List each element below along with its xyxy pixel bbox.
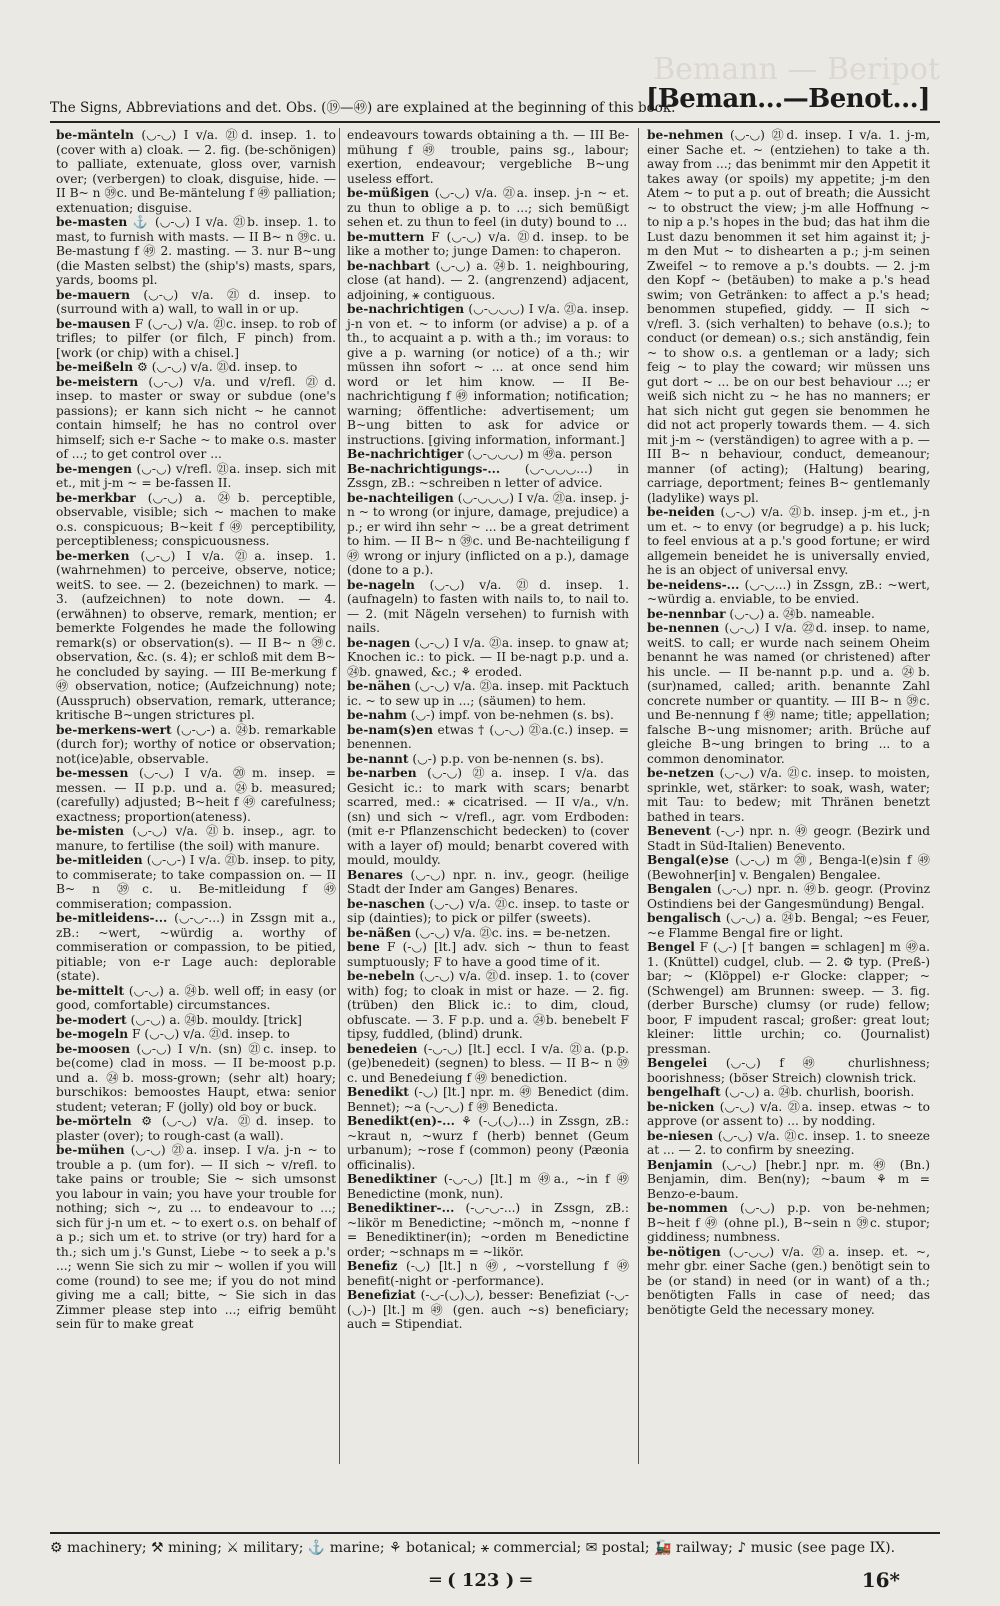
headword: be-neiden xyxy=(647,505,715,519)
definition-text: ⚘ (-◡(◡)...) in Zssgn, zB.: ~kraut n, ~wurz f (herb) bennet (Geum urbanum); ~rose f (common) peony (Pæonia officinalis). xyxy=(347,1114,630,1172)
definition-text: (◡-◡) a. ㉔b. nameable. xyxy=(729,606,875,621)
dictionary-entry xyxy=(347,1085,629,1114)
headword: be-nageln xyxy=(347,577,415,592)
headword: be-masten xyxy=(56,215,128,229)
dictionary-entry xyxy=(347,578,629,636)
headword: Benedikt(en)-... xyxy=(347,1114,455,1128)
headword: be-nennbar xyxy=(647,606,726,621)
dictionary-entry xyxy=(647,1158,930,1202)
definition-text: (◡-◡) v/a. ㉑a. insep. j-n ~ et. zu thun to oblige a p. to ...; sich bemüßigt sehen et. zu thun to feel (in duty) bound to ... xyxy=(347,186,630,229)
headword: be-niesen xyxy=(647,1128,714,1143)
dictionary-entry xyxy=(347,723,629,752)
headword: be-nachteiligen xyxy=(347,490,454,505)
definition-text: (◡-◡◡◡) I v/a. ㉑a. insep. j-n von et. ~ to inform (or advise) a p. of a th., to acquaint a p. with a th.; im voraus: to give a p. warning (or notice) of a th.; wir müssen ihn sofort ~ ... at once send him word or let him know. — II Be-nachrichtigung f ㊾ information; notification; warning; öffentliche: advertisement; um B~ung bitten to ask for advice or instructions. [giving information, informant.] xyxy=(347,302,630,447)
column-2 xyxy=(347,128,629,1332)
headword: be-nicken xyxy=(647,1099,715,1114)
dictionary-entry xyxy=(56,723,336,767)
definition-text: (◡-◡) npr. n. ㊾b. geogr. (Provinz Ostindiens bei der Gangesmündung) Bengal. xyxy=(647,882,930,911)
dictionary-entry xyxy=(347,679,629,708)
dictionary-entry xyxy=(647,1129,930,1158)
definition-text: (-◡-) npr. n. ㊾ geogr. (Bezirk und Stadt in Süd-Italien) Benevento. xyxy=(647,824,930,853)
definition-text: (◡-◡) npr. n. inv., geogr. (heilige Stadt der Inder am Ganges) Benares. xyxy=(347,867,629,896)
definition-text: (◡-◡◡) v/a. ㉑a. insep. et. ~, mehr gbr. einer Sache (gen.) benötigt sein to be (or stand) in need (or in want) of a th.; benötigten Falls in case of need; das benötigte Geld the necessary money. xyxy=(647,1244,930,1317)
dictionary-entry xyxy=(647,1100,930,1129)
dictionary-entry xyxy=(347,462,629,491)
definition-text: (◡-◡) [hebr.] npr. m. ㊾ (Bn.) Benjamin, dim. Ben(ny); ~baum ⚘ m = Benzo-e-baum. xyxy=(647,1157,930,1201)
dictionary-entry xyxy=(347,969,629,1042)
headword: be-näßen xyxy=(347,925,411,940)
dictionary-entry xyxy=(56,360,336,375)
dictionary-entry xyxy=(56,766,336,824)
symbol-legend: ⚙ machinery; ⚒ mining; ⚔ military; ⚓ marine; ⚘ botanical; ⚹ commercial; ✉ postal; 🚂 railway; ♪ music (see page IX). xyxy=(50,1540,896,1556)
definition-text: F (◡-◡) v/a. ㉑d. insep. to xyxy=(132,1027,290,1041)
definition-text: (◡-◡...) in Zssgn, zB.: ~wert, ~würdig a. enviable, to be envied. xyxy=(647,577,931,606)
dictionary-entry xyxy=(347,186,629,230)
headword: Benefiz xyxy=(347,1259,398,1273)
headword: Benediktiner xyxy=(347,1172,437,1186)
headword: be-nachrichtigen xyxy=(347,302,465,316)
dictionary-entry xyxy=(647,911,930,940)
dictionary-entry xyxy=(347,259,629,303)
dictionary-entry xyxy=(647,1056,930,1085)
column-3 xyxy=(647,128,930,1317)
definition-text: (-◡-◡) [lt.] eccl. I v/a. ㉑a. (p.p. (ge)benedeit) (segnen) to bless. — II B~ n ㊴c. und Benedeiung f ㊾ benediction. xyxy=(347,1041,629,1085)
definition-text: (◡-◡) v/a. ㉑c. insep. 1. to sneeze at ... — 2. to confirm by sneezing. xyxy=(647,1128,930,1157)
definition-text: (◡-◡) v/refl. ㉑a. insep. sich mit et., mit j-m ~ = be-fassen II. xyxy=(56,461,336,490)
headword: be-nehmen xyxy=(647,128,724,142)
dictionary-entry xyxy=(56,1013,336,1028)
headword: bene xyxy=(347,940,380,954)
definition-text: (◡-◡) v/a. ㉑b. insep., agr. to manure, to fertilise (the soil) with manure. xyxy=(56,824,336,853)
headword: be-modert xyxy=(56,1012,127,1027)
headword: be-nannt xyxy=(347,751,409,766)
definition-text: (◡-◡) v/a. ㉑a. insep. etwas ~ to approve (or assent to) ... by nodding. xyxy=(647,1099,931,1128)
dictionary-entry xyxy=(347,766,629,868)
headword: be-moosen xyxy=(56,1041,130,1056)
signature-mark: 16* xyxy=(861,1568,900,1592)
definition-text: F (◡-◡) v/a. ㉑c. insep. to rob of trifles; to pilfer (or filch, F pinch) from. [work (or chip) with a chisel.] xyxy=(56,316,336,360)
headword: be-naschen xyxy=(347,896,425,911)
definition-text: (◡-◡◡◡) I v/a. ㉑a. insep. j-n ~ to wrong (or injure, damage, prejudice) a p.; er wird ihn sehr ~ ... be a great detriment to him. — II B~ n ㊴c. und Be-nachteiligung f ㊾ wrong or injury (inflicted on a p.), damage (done to a p.). xyxy=(347,490,629,577)
column-1 xyxy=(56,128,336,1332)
dictionary-entry xyxy=(647,824,930,853)
dictionary-entry xyxy=(56,128,336,215)
headword: be-nötigen xyxy=(647,1244,721,1259)
dictionary-entry xyxy=(647,1085,930,1100)
dictionary-entry xyxy=(647,853,930,882)
headword: be-merken xyxy=(56,548,130,563)
definition-text: (-◡-◡) [lt.] m ㊾a., ~in f ㊾ Benedictine (monk, nun). xyxy=(347,1172,629,1201)
definition-text: (◡-◡) I v/a. ⑳m. insep. = messen. — II p.p. und a. ㉔b. measured; (carefully) adjusted; B~heit f ㊾ carefulness; exactness; proportion(ateness). xyxy=(56,766,337,824)
headword: bengelhaft xyxy=(647,1085,721,1099)
definition-text: (◡-◡) ㉑a. insep. I v/a. das Gesicht ic.: to mark with scars; benarbt scarred, med.: ⚹ cicatrised. — II v/a., v/n. (sn) und sich ~ v/refl., agr. vom Erdboden: (mit e-r Pflanzenschicht bedecken) to (cover with a layer of) mould; benarbt covered with mould, mouldy. xyxy=(347,766,629,867)
definition-text: (◡-) impf. von be-nehmen (s. bs). xyxy=(410,708,614,722)
headword: be-mitleidens-... xyxy=(56,911,168,925)
dictionary-entry xyxy=(347,128,629,186)
definition-text: (◡-◡) a. ㉔b. 1. neighbouring, close (at hand). — 2. (angrenzend) adjacent, adjoining, ⚹ contiguous. xyxy=(347,258,630,302)
headword: be-nebeln xyxy=(347,969,415,983)
headword: be-netzen xyxy=(647,766,715,780)
definition-text: (◡-◡) a. ㉔b. churlish, boorish. xyxy=(724,1085,915,1099)
definition-text: F (◡-◡) v/a. ㉑d. insep. to be like a mother to; junge Damen: to chaperon. xyxy=(347,229,629,258)
dictionary-entry xyxy=(347,708,629,723)
dictionary-entry xyxy=(56,215,336,288)
definition-text: (◡-◡-) I v/a. ㉑b. insep. to pity, to commiserate; to take compassion on. — II B~ n ㊴c. u. Be-mitleidung f ㊾ commiseration; compassion. xyxy=(56,853,337,911)
definition-text: (◡-◡) I v/a. ㉑d. insep. 1. to (cover with a) cloak. — 2. fig. (be-schönigen) to palliate, extenuate, gloss over, varnish over; (verbergen) to cloak, disguise, hide. — II B~ n ㊴c. und Be-mäntelung f ㊾ palliation; extenuation; disguise. xyxy=(56,128,337,215)
definition-text: F (-◡) [lt.] adv. sich ~ thun to feast sumptuously; F to have a good time of it. xyxy=(347,940,629,969)
definition-text: etwas † (◡-◡) ㉑a.(c.) insep. = benennen. xyxy=(347,722,630,751)
definition-text: (-◡) [lt.] n ㊾, ~vorstellung f ㊾ benefit(-night or -performance). xyxy=(347,1259,630,1288)
headword: be-nennen xyxy=(647,621,720,635)
headword: be-nagen xyxy=(347,635,411,650)
headword: be-narben xyxy=(347,766,417,780)
definition-text: (◡-◡-...) in Zssgn mit a., zB.: ~wert, ~würdig a. worthy of commiseration or compassion, to be pitied, pitiable; von e-r Lage auch: deplorable (state). xyxy=(56,911,337,983)
headword: be-mausen xyxy=(56,316,131,331)
dictionary-entry xyxy=(56,375,336,462)
headword: Benjamin xyxy=(647,1157,713,1172)
dictionary-entry xyxy=(347,1201,629,1259)
dictionary-entry xyxy=(347,926,629,941)
definition-text: endeavours towards obtaining a th. — III Be-mühung f ㊾ trouble, pains sg., labour; exertion, endeavour; vergebliche B~ung useless effort. xyxy=(347,128,629,186)
headword: Benedikt xyxy=(347,1085,409,1099)
definition-text: (◡-◡) v/a. ㉑d. insep. to (surround with a) wall, to wall in or up. xyxy=(56,287,337,316)
headword: Bengel xyxy=(647,940,695,954)
dictionary-entry xyxy=(56,853,336,911)
headword: be-merkens-wert xyxy=(56,722,172,737)
dictionary-entry xyxy=(347,897,629,926)
headword: Benediktiner-... xyxy=(347,1201,455,1215)
definition-text: (◡-◡◡◡) m ㊾a. person xyxy=(467,447,613,461)
headword: be-nommen xyxy=(647,1201,728,1215)
definition-text: (◡-◡) f ㊾ churlishness; boorishness; (böser Streich) clownish trick. xyxy=(647,1056,930,1085)
dictionary-entry xyxy=(647,578,930,607)
dictionary-entry xyxy=(347,868,629,897)
dictionary-entry xyxy=(56,549,336,723)
headword: be-misten xyxy=(56,824,124,838)
dictionary-entry xyxy=(647,505,930,578)
definition-text: (◡-◡) ㉑a. insep. I v/a. j-n ~ to trouble a p. (um for). — II sich ~ v/refl. to take pains or trouble; Sie ~ sich umsonst you labour in vain; you have your trouble for nothing; sich ~, zu ... to endeavour to ...; sich für j-n um et. ~ to exert o.s. on behalf of a p.; sich um et. to strive (or try) hard for a th.; sich um j.'s Gunst, Liebe ~ to seek a p.'s ...; wenn Sie sich zu mir ~ wollen if you will come (round) to see me; if you do not mind giving me a call; bitte, ~ Sie sich in das Zimmer please step into ...; eifrig bemüht sein für to make great xyxy=(56,1143,337,1331)
definition-text: (◡-◡) v/a. ㉑d. insep. 1. to (cover with) fog; to cloak in mist or haze. — 2. fig. (trüben) den Blick ic.: to dim, cloud, obfuscate. — 3. F p.p. und a. ㉔b. benebelt F tipsy, fuddled, (blind) drunk. xyxy=(347,969,630,1041)
dictionary-entry xyxy=(347,636,629,680)
dictionary-entry xyxy=(56,1042,336,1115)
headword: be-mänteln xyxy=(56,128,134,142)
dictionary-entry xyxy=(56,462,336,491)
abbreviation-note: The Signs, Abbreviations and det. Obs. (⑲—㊾) are explained at the beginning of this book. xyxy=(50,100,676,116)
headword: be-mauern xyxy=(56,287,131,302)
dictionary-entry xyxy=(347,491,629,578)
dictionary-entry xyxy=(647,882,930,911)
dictionary-entry xyxy=(647,766,930,824)
dictionary-entry xyxy=(56,317,336,361)
bleed-through-text: Bemann — Beripot xyxy=(653,52,940,87)
definition-text: (◡-◡) v/a. ㉑a. insep. mit Packtuch ic. ~ to sew up in ...; (säumen) to hem. xyxy=(347,679,629,708)
dictionary-entry xyxy=(56,911,336,984)
dictionary-entry xyxy=(347,302,629,447)
definition-text: (◡-◡◡◡...) in Zssgn, zB.: ~schreiben n letter of advice. xyxy=(347,461,629,490)
header-rule xyxy=(50,121,940,123)
dictionary-entry xyxy=(647,1201,930,1245)
definition-text: ⚙ (◡-◡) v/a. ㉑d. insep. to xyxy=(137,360,298,374)
definition-text: (◡-◡) m ⑳, Benga-l(e)sin f ㊾ (Bewohner[in] v. Bengalen) Bengalee. xyxy=(647,853,930,882)
headword: be-meißeln xyxy=(56,360,134,374)
definition-text: (◡-◡) v/a. ㉑b. insep. j-m et., j-n um et. ~ to envy (or begrudge) a p. his luck; to feel envious at a p.'s good fortune; er wird allgemein beneidet he is universally envied, he is an object of universal envy. xyxy=(647,505,930,577)
definition-text: (◡-◡) a. ㉔b. perceptible, observable, visible; sich ~ machen to make o.s. conspicuous; B~keit f ㊾ perceptibility, perceptibleness; conspicuousness. xyxy=(56,490,336,548)
dictionary-entry xyxy=(56,1027,336,1042)
headword: Benefiziat xyxy=(347,1288,416,1302)
dictionary-entry xyxy=(647,128,930,505)
headword: be-merkbar xyxy=(56,490,136,505)
headword: Benevent xyxy=(647,824,711,838)
headword: be-nam(s)en xyxy=(347,722,433,737)
dictionary-entry xyxy=(56,984,336,1013)
definition-text: (◡-◡-) a. ㉔b. remarkable (durch for); worthy of notice or observation; not(ice)able, observable. xyxy=(56,722,337,766)
headword: be-nachbart xyxy=(347,258,430,273)
definition-text: (-◡) [lt.] npr. m. ㊾ Benedict (dim. Bennet); ~a (-◡-◡) f ㊾ Benedicta. xyxy=(347,1085,629,1114)
definition-text: ⚙ (◡-◡) v/a. ㉑d. insep. to plaster (over); to rough-cast (a wall). xyxy=(56,1114,337,1143)
definition-text: (◡-◡) I v/a. ㉒d. insep. to name, weitS. to call; er wurde nach seinem Oheim benannt he was named (or christened) after his uncle. — II be-nannt p.p. und a. ㉔b. (sur)named, called; arith. benannte Zahl concrete number or quantity. — III B~ n ㊴c. und Be-nennung f ㊾ name; title; appellation; falsche B~ung misnomer; arith. Brüche auf gleiche B~ung bringen to bring ... to a common denominator. xyxy=(647,621,930,766)
definition-text: (◡-◡) v/a. ㉑c. ins. = be-netzen. xyxy=(414,925,611,940)
headword: be-nahm xyxy=(347,708,407,722)
headword: bengalisch xyxy=(647,911,721,925)
headword: be-mogeln xyxy=(56,1027,129,1041)
headword: Bengalen xyxy=(647,882,712,896)
column-divider xyxy=(339,128,340,1464)
headword: be-mitleiden xyxy=(56,853,143,867)
headword: be-mittelt xyxy=(56,983,125,998)
definition-text: (◡-◡) ㉑d. insep. I v/a. 1. j-m, einer Sache et. ~ (entziehen) to take a th. away from ...; das benimmt mir den Appetit it takes away (or spoils) my appetite; j-m den Atem ~ to put a p. out of breath; die Aussicht ~ to obstruct the view; j-m alle Hoffnung ~ to nip a p.'s hopes in the bud; das hat ihm die Lust dazu benommen it set him against it; j-m den Mut ~ to dishearten a p.; j-m seinen Zweifel ~ to remove a p.'s doubts. — 2. j-m den Kopf ~ (betäuben) to make a p.'s head swim; von Getränken: to affect a p.'s head; benommen stupefied, giddy. — II sich ~ v/refl. 3. (sich verhalten) to behave (o.s.); to conduct (or demean) o.s.; sich anständig, fein ~ to show o.s. a gentleman or a lady; sich feig ~ to play the coward; wir müssen uns gut dort ~ ... be on our best behaviour ...; er weiß sich nicht zu ~ he has no manners; er hat sich nicht gut gegen sie benommen he did not act properly towards them. — 4. sich mit j-m ~ (verständigen) to agree with a p. — III B~ n behaviour, conduct, demeanour; manner (of acting); (Haltung) bearing, carriage, deportment; feines B~ gentlemanly (ladylike) ways pl. xyxy=(647,128,930,505)
dictionary-entry xyxy=(347,447,629,462)
headword: be-muttern xyxy=(347,229,425,244)
dictionary-entry xyxy=(347,752,629,767)
definition-text: (◡-◡) v/a. ㉑d. insep. 1. (aufnageln) to fasten with nails to, to nail to. — 2. (mit Nägeln versehen) to furnish with nails. xyxy=(347,577,630,635)
column-divider xyxy=(638,128,639,1464)
definition-text: (◡-◡) a. ㉔b. mouldy. [trick] xyxy=(130,1012,302,1027)
dictionary-entry xyxy=(347,1172,629,1201)
dictionary-entry xyxy=(56,491,336,549)
dictionary-entry xyxy=(647,1245,930,1318)
headword: be-meistern xyxy=(56,374,139,389)
headword: be-mörteln xyxy=(56,1114,132,1128)
definition-text: (◡-◡) v/a. und v/refl. ㉑d. insep. to master or sway or subdue (one's passions); er kann sich nicht ~ he cannot contain himself; he has no control over himself; sich e-r Sache ~ to make o.s. master of ...; to get control over ... xyxy=(56,374,337,461)
headword: be-neidens-... xyxy=(647,577,740,592)
dictionary-entry xyxy=(56,824,336,853)
headword: Bengal(e)se xyxy=(647,853,729,867)
definition-text: (-◡-◡-...) in Zssgn, zB.: ~likör m Benedictine; ~mönch m, ~nonne f = Benediktiner(in); ~orden m Benedictine order; ~schnaps m = ~likör. xyxy=(347,1201,630,1259)
dictionary-entry xyxy=(347,230,629,259)
dictionary-entry xyxy=(647,940,930,1056)
dictionary-entry xyxy=(647,621,930,766)
headword: Bengelei xyxy=(647,1056,708,1070)
dictionary-entry xyxy=(347,940,629,969)
definition-text: (◡-◡) I v/n. (sn) ㉑c. insep. to be(come) clad in moss. — II be-moost p.p. und a. ㉔b. moss-grown; (sehr alt) hoary; burschikos: bemoostes Haupt, etwa: senior student; veteran; F (jolly) old boy or buck. xyxy=(56,1041,337,1114)
definition-text: (◡-◡) v/a. ㉑c. insep. to taste or sip (dainties); to pick or pilfer (sweets). xyxy=(347,896,630,925)
dictionary-entry xyxy=(347,1288,629,1332)
dictionary-entry xyxy=(647,607,930,622)
headword: Be-nachrichtigungs-... xyxy=(347,461,501,476)
definition-text: (◡-◡) v/a. ㉑c. insep. to moisten, sprinkle, wet, stärker: to soak, wash, water; mit Tau: to bedew; mit Thränen benetzt bathed in tears. xyxy=(647,766,930,824)
dictionary-entry xyxy=(347,1114,629,1172)
definition-text: (◡-◡) a. ㉔b. well off; in easy (or good, comfortable) circumstances. xyxy=(56,983,336,1012)
dictionary-entry xyxy=(56,1114,336,1143)
definition-text: (◡-◡) I v/a. ㉑a. insep. 1. (wahrnehmen) to perceive, observe, notice; weitS. to see. — 2. (bezeichnen) to mark. — 3. (aufzeichnen) to note down. — 4. (erwähnen) to observe, remark, mention; er bemerkte Folgendes he made the following remark(s) or observation(s). — II B~ n ㊴c. observation, &c. (s. 4); er schloß mit dem B~ he concluded by saying. — III Be-merkung f ㊾ observation, notice; (Aufzeichnung) note; (Ausspruch) observation, remark, utterance; kritische B~ungen strictures pl. xyxy=(56,548,337,722)
headword: be-mengen xyxy=(56,461,132,476)
headword: be-messen xyxy=(56,766,129,780)
definition-text: (◡-◡) p.p. von be-nehmen; B~heit f ㊾ (ohne pl.), B~sein n ㊴c. stupor; giddiness; numbness. xyxy=(647,1201,930,1244)
headword: Benares xyxy=(347,867,403,882)
dictionary-entry xyxy=(56,1143,336,1332)
definition-text: F (◡-) [† bangen = schlagen] m ㊾a. 1. (Knüttel) cudgel, club. — 2. ⚙ typ. (Preß-) bar; ~ (Klöppel) e-r Glocke: clapper; ~ (Schwengel) am Brunnen: sweep. — 3. fig. (derber Bursche) clumsy (or rude) fellow; boor, F impudent rascal; großer: great lout; kleiner: little urchin; co. (Journalist) pressman. xyxy=(647,940,931,1056)
headword: be-nähen xyxy=(347,679,411,693)
page-range-title: [Beman...—Benot...] xyxy=(646,84,930,114)
headword: be-müßigen xyxy=(347,186,430,200)
dictionary-entry xyxy=(347,1042,629,1086)
page-number: ═ ( 123 ) ═ xyxy=(430,1570,532,1591)
definition-text: ⚓ (◡-◡) I v/a. ㉑b. insep. 1. to mast, to furnish with masts. — II B~ n ㊴c. u. Be-mastung f ㊾ 2. masting. — 3. nur B~ung (die Masten selbst) the (ship's) masts, spars, yards, booms pl. xyxy=(56,215,336,287)
definition-text: (◡-) p.p. von be-nennen (s. bs). xyxy=(412,751,604,766)
definition-text: (-◡-(◡)◡), besser: Benefiziat (-◡-(◡)-) [lt.] m ㊾ (gen. auch ~s) beneficiary; auch = Stipendiat. xyxy=(347,1288,630,1331)
dictionary-entry xyxy=(56,288,336,317)
footer-rule xyxy=(50,1532,940,1534)
headword: Be-nachrichtiger xyxy=(347,447,464,461)
definition-text: (◡-◡) a. ㉔b. Bengal; ~es Feuer, ~e Flamme Bengal fire or light. xyxy=(647,911,931,940)
definition-text: (◡-◡) I v/a. ㉑a. insep. to gnaw at; Knochen ic.: to pick. — II be-nagt p.p. und a. ㉔b. gnawed, &c.; ⚘ eroded. xyxy=(347,635,629,679)
headword: be-mühen xyxy=(56,1143,125,1157)
dictionary-entry xyxy=(347,1259,629,1288)
headword: benedeien xyxy=(347,1041,418,1056)
